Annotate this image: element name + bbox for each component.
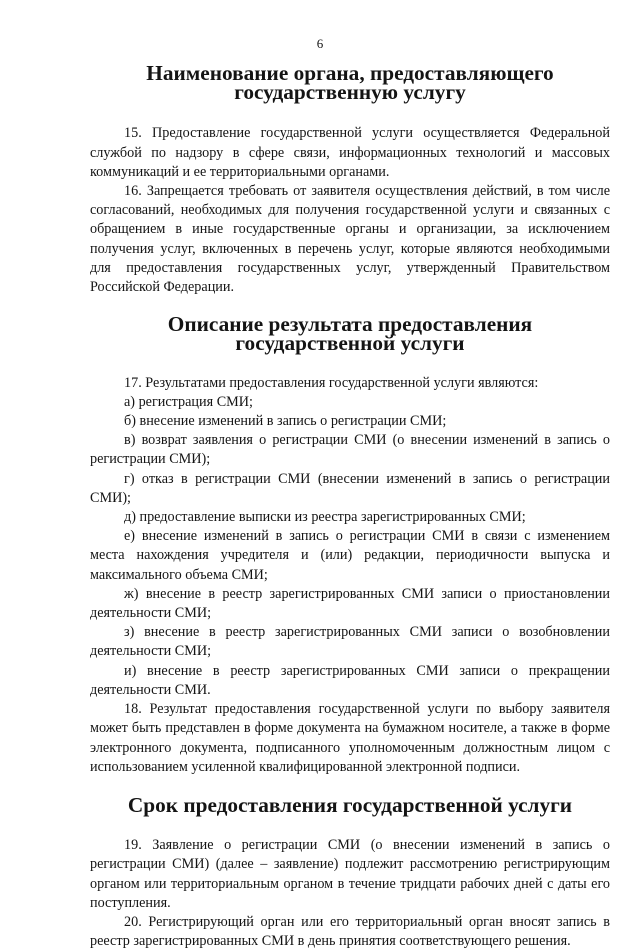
document-body bbox=[90, 61, 610, 951]
list-item-b: б) внесение изменений в запись о регистрации СМИ; bbox=[124, 413, 447, 430]
list-item-z: з) внесение в реестр зарегистрированных СМИ записи о возобновлении деятельности СМИ; bbox=[90, 624, 610, 660]
list-item-d: д) предоставление выписки из реестра зарегистрированных СМИ; bbox=[124, 509, 526, 526]
list-item-e: е) внесение изменений в запись о регистрации СМИ в связи с изменением места нахождения учредителя и (или) редакции, периодичности выпуска и максимального объема СМИ; bbox=[90, 528, 610, 583]
paragraph-19: 19. Заявление о регистрации СМИ (о внесении изменений в запись о регистрации СМИ) (далее – заявление) подлежит рассмотрению регистрирующим органом или территориальным органом в течение тридцати рабочих дней с даты его поступления. bbox=[90, 837, 610, 911]
list-item-i: и) внесение в реестр зарегистрированных СМИ записи о прекращении деятельности СМИ. bbox=[90, 662, 610, 698]
paragraph-20: 20. Регистрирующий орган или его территориальный орган вносят запись в реестр зарегистрированных СМИ в день принятия соответствующего решения. bbox=[90, 913, 610, 950]
paragraph-15: 15. Предоставление государственной услуги осуществляется Федеральной службой по надзору в сфере связи, информационных технологий и массовых коммуникаций и ее территориальными органами. bbox=[90, 125, 610, 180]
paragraph-18: 18. Результат предоставления государственной услуги по выбору заявителя может быть представлен в форме документа на бумажном носителе, а также в форме электронного документа, подписанного уполномоченным должностным лицом с использованием усиленной квалифицированной электронной подписи. bbox=[90, 701, 610, 775]
paragraph-16: 16. Запрещается требовать от заявителя осуществления действий, в том числе согласований, необходимых для получения государственной услуги и связанных с обращением в иные государственные органы и организации, за исключением получения услуг, включенных в перечень услуг, которые являются необходимыми для предоставления государственных услуг, утвержденный Правительством Российской Федерации. bbox=[90, 183, 610, 296]
section-heading-term: Срок предоставления государственной услуги bbox=[127, 792, 573, 817]
list-item-v: в) возврат заявления о регистрации СМИ (о внесении изменений в запись о регистрации СМИ); bbox=[90, 432, 610, 468]
page-number: 6 bbox=[316, 36, 324, 51]
list-item-a: а) регистрация СМИ; bbox=[124, 393, 253, 410]
section-heading-authority: Наименование органа, предоставляющего государственную услугу bbox=[146, 61, 554, 105]
section-heading-result: Описание результата предоставления государственной услуги bbox=[167, 312, 533, 356]
paragraph-17: 17. Результатами предоставления государственной услуги являются: bbox=[124, 374, 539, 391]
list-item-zh: ж) внесение в реестр зарегистрированных СМИ записи о приостановлении деятельности СМИ; bbox=[90, 585, 610, 622]
list-item-g: г) отказ в регистрации СМИ (внесении изменений в запись о регистрации СМИ); bbox=[90, 470, 610, 506]
